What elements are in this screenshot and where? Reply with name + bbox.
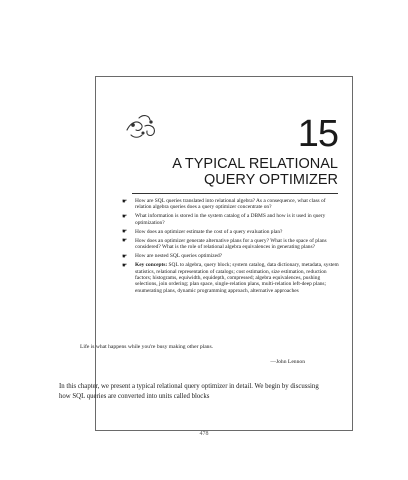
question-text: How does an optimizer generate alternative plans for a query? What is the space of plans considered? What is the role of relational algebra equivalences in generating plans?: [135, 237, 327, 251]
question-text: How are nested SQL queries optimized?: [135, 253, 223, 260]
chapter-title-line-2: QUERY OPTIMIZER: [203, 172, 338, 188]
chapter-title: [96, 156, 338, 188]
chapter-number: 15: [297, 113, 338, 155]
pointing-hand-icon: ☛: [122, 262, 128, 269]
body-paragraph: In this chapter, we present a typical relational query optimizer in detail. We begin by discussing how SQL queries are converted into units called blocks: [59, 383, 319, 400]
epigraph-author: —John Lennon: [270, 359, 305, 365]
pointing-hand-icon: ☛: [122, 253, 128, 260]
question-text: How are SQL queries translated into relational algebra? As a consequence, what class of relation algebra queries does a query optimizer concentrate on?: [135, 198, 326, 211]
epigraph: [80, 344, 315, 366]
title-rule: [132, 193, 338, 194]
epigraph-text: Life is what happens while you're busy making other plans.: [80, 344, 214, 350]
question-item: [118, 198, 343, 211]
pointing-hand-icon: ☛: [122, 198, 128, 205]
chapter-ornament-icon: [123, 112, 161, 140]
key-concepts-label: Key concepts:: [135, 262, 168, 269]
key-concepts-text: SQL to algebra, query block; system catalog, data dictionary, metadata, system statistics, relational representation of catalogs; cost estimation, size estimation, reduction factors; histograms, equiwidth, equidepth, compressed; algebra equivalences, pushing selections, join ordering; plan space, single-relation plans, multi-relation left-deep plans; enumerating plans, dynamic programming approach, alternative approaches: [135, 262, 339, 294]
question-text: What information is stored in the system catalog of a DBMS and how is it used in query optimization?: [135, 213, 326, 226]
key-concepts-item: [118, 262, 343, 294]
chapter-frame: [95, 76, 353, 431]
question-item: [118, 238, 343, 251]
pointing-hand-icon: ☛: [122, 213, 128, 220]
question-list: [118, 198, 343, 297]
page-number: 478: [199, 431, 209, 437]
question-item: [118, 213, 343, 226]
question-item: [118, 253, 343, 259]
pointing-hand-icon: ☛: [122, 238, 128, 245]
question-text: How does an optimizer estimate the cost of a query evaluation plan?: [135, 228, 283, 235]
question-item: [118, 229, 343, 235]
pointing-hand-icon: ☛: [122, 229, 128, 236]
chapter-title-line-1: A TYPICAL RELATIONAL: [172, 156, 338, 172]
